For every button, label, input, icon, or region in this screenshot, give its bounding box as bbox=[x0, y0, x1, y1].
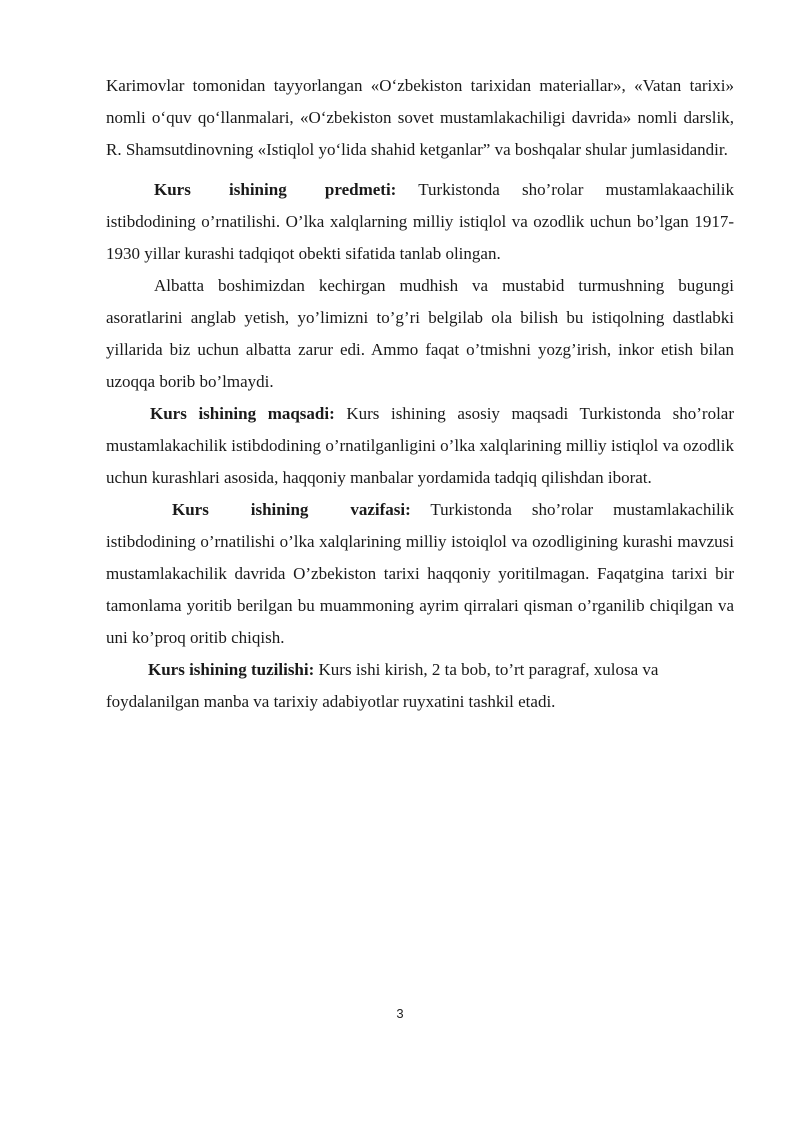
paragraph-text: Kurs ishining asosiy maqsadi Turkistonda sho’rolar mustamlakachilik istibdodining o’rnatilganligini o’lka xalqlarining milliy istiqlol va ozodlik uchun kurashlari asosida, haqqoniy manbalar yordamida tadqiq qilishdan iborat. bbox=[106, 404, 734, 487]
paragraph-sources bbox=[106, 70, 734, 166]
paragraph-goal bbox=[106, 398, 734, 494]
document-page bbox=[106, 70, 734, 718]
paragraph-text: Karimovlar tomonidan tayyorlangan «O‘zbekiston tarixidan materiallar», «Vatan tarixi» nomli o‘quv qo‘llanmalari, «O‘zbekiston sovet mustamlakachiligi davrida» nomli darslik, R. Shamsutdinovning «Istiqlol yo‘lida shahid ketganlar” va boshqalar shular jumlasidandir. bbox=[106, 76, 734, 159]
paragraph-text: Albatta boshimizdan kechirgan mudhish va mustabid turmushning bugungi asoratlarini anglab yetish, yo’limizni to’g’ri belgilab ola bilish bu istiqolning dastlabki yillarida biz uchun albatta zarur edi. Ammo faqat o’tmishni yozg’irish, inkor etish bilan uzoqqa borib bo’lmaydi. bbox=[106, 276, 734, 391]
section-heading-task: Kurs ishining vazifasi: bbox=[172, 500, 411, 519]
section-heading-goal: Kurs ishining maqsadi: bbox=[150, 404, 335, 423]
paragraph-text: Turkistonda sho’rolar mustamlakaachilik istibdodining o’rnatilishi. O’lka xalqlarning milliy istiqlol va ozodlik uchun bo’lgan 1917-1930 yillar kurashi tadqiqot obekti sifatida tanlab olingan. bbox=[106, 180, 734, 263]
paragraph-structure bbox=[106, 654, 734, 718]
paragraph-text: Kurs ishi kirish, 2 ta bob, to’rt paragraf, xulosa va foydalanilgan manba va tarixiy adabiyotlar ruyxatini tashkil etadi. bbox=[106, 660, 659, 711]
section-heading-structure: Kurs ishining tuzilishi: bbox=[148, 660, 315, 679]
paragraph-reflection bbox=[106, 270, 734, 398]
section-heading-subject: Kurs ishining predmeti: bbox=[154, 180, 397, 199]
paragraph-task bbox=[106, 494, 734, 654]
paragraph-text: Turkistonda sho’rolar mustamlakachilik istibdodining o’rnatilishi o’lka xalqlarining milliy istoiqlol va ozodligining kurashi mavzusi mustamlakachilik davrida O’zbekiston tarixi haqqoniy yoritilmagan. Faqatgina tarixi bir tamonlama yoritib berilgan bu muammoning ayrim qirralari qisman o’rganilib chiqilgan va uni ko’proq oritib chiqish. bbox=[106, 500, 734, 647]
paragraph-subject bbox=[106, 174, 734, 270]
page-number: 3 bbox=[396, 1006, 404, 1021]
